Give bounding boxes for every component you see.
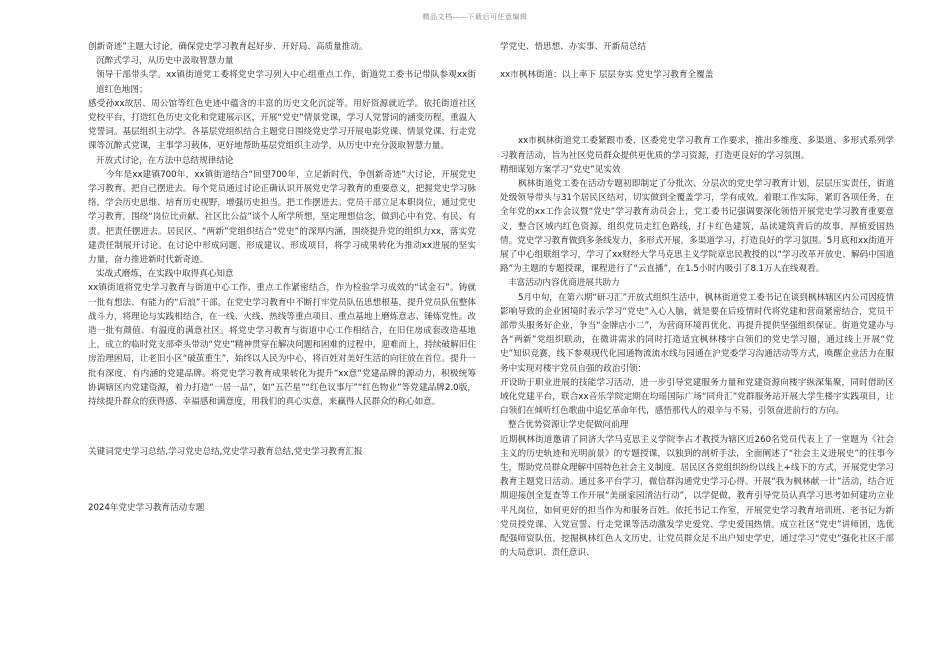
spacer (88, 409, 476, 445)
right-column (500, 40, 894, 561)
paragraph: 领导干部带头学。xx镇街道党工委将党史学习列入中心组重点工作，街道党工委书记带队参观xx街道红色地图； (96, 70, 476, 95)
spacer (500, 54, 894, 68)
paragraph: 今年是xx建镇700年，xx镇街道结合“回望700年，立足新时代，争创新奇迹”大讨论，开展党史学习教育。把自己摆进去。每个党员通过讨论正确认识开展党史学习教育的重要意义，把握党史学习脉络，学会历史思维、培育历史视野，增强历史担当。把工作摆进去。党员干部立足本职岗位，通过党史学习教育，围绕“岗位比贡献、社区比公益”谈个人所学所想，坚定理想信念，做到心中有党、有民、有责。把责任摆进去。居民区、“两新”党组织结合“党史”的深厚内涵，围绕提升党的组织力xx，落实党建责任制展开讨论。在讨论中形成问题、形成建议、形成项目，将学习成果转化为推动xx进展的坚实力量，奋力推进新时代新奇迹。 (88, 169, 476, 266)
article-title: xx市枫林街道：以上率下 层层夯实 党史学习教育全覆盖 (500, 70, 714, 81)
section-heading: 丰富活动内容优商进展共助力 (508, 278, 620, 289)
paragraph: 创新奇迹”主题大讨论，确保党史学习教育起好步、开好局、高质量推动。 (88, 42, 368, 52)
paragraph: 开设助于职业进展的技能学习活动，进一步引导党建服务力量和党建资源向楼宇纵深集聚，同时借助区域化党建平台，联合xx音乐学院定期在均瑶国际广场“同舟汇”党群服务站开展大学生楼宇实践项目，让白领们在倾听红色歌曲中追忆革命年代，感悟那代人的艰辛与不易，引领奋进前行的方向。 (500, 377, 894, 417)
paragraph: 感受孙xx故居、周公馆等红色史迹中蕴含的丰富的历史文化沉淀等。用好资源就近学。依托街道社区党校平台，打造红色历史文化和党建展示区，开展“党史”情景党课，学习人党誓词的涵变历程，重温入党誓词。基层组织主动学。各基层党组织结合主题党日围绕党史学习开展电影党课、情景党课、行走党课等沉醉式党课，主事学习载体，更好地帮助基层党组织主动学，从历史中充分汲取智慧力量。 (88, 98, 476, 152)
paragraph: xx镇街道将党史学习教育与街道中心工作、重点工作紧密结合，作为检验学习成效的“试金石”。铸就一批有想法、有能力的“后浪”干部。在党史学习教育中不断打牢党员队伍思想根基，提升党员队伍整体战斗力，将理论与实践相结合，在一线、火线、热线等重点项目、重点基地上磨炼意志、锤炼党性。改造一批有颜值、有温度的满意社区。将党史学习教育与街道中心工作相结合，在旧住房成套改造基地上，成立的临时党支部牵头带动“党史”精神贯穿在解决问题和困难的过程中，迎难而上，持续破解旧住房治理困局，让老旧小区“破茧重生”，始终以人民为中心，将百姓对美好生活的向往放在首位。提升一批有深度、有内涵的党建品牌。将党史学习教育成果转化为提升“xx意”党建品牌的源动力，积极统筹协调辖区内党建资源，着力打造“一居一品”，如“五芒星”“红色议事厅”“红色物业”等党建品牌2.0版，持续提升群众的获得感、幸福感和满意度，用我们的真心实意，来赢得人民群众的称心如意。 (88, 283, 476, 408)
section-heading: 沉醉式学习，从历史中汲取智慧力量 (96, 56, 234, 67)
special-topic-title: 2024年党史学习教育活动专题 (88, 503, 205, 514)
left-column (88, 40, 476, 516)
section-heading: 实战式磨炼，在实践中取得真心知意 (96, 269, 234, 280)
spacer (500, 82, 894, 134)
section-heading: 开放式讨论，在方法中总结规律结论 (96, 155, 234, 166)
paragraph: 近期枫林街道邀请了同济大学马克思主义学院李占才教授为辖区近260名党员代表上了一堂题为《社会主义的历史轨迹和光明前景》的专题授课，以独到的剖析手法，全面阐述了“社会主义进展史”的往事今生，帮助党员群众理解中国特色社会主义制度。居民区各党组织纷纷以线上+线下的方式，开展党史学习教育主题党日活动。通过多平台学习，微信群沟通党史学习心得。开展“我为枫林献一计”活动，结合近期迎接创全复查等工作开展“美丽家园清洁行动”，以学促做，教育引导党员认真学习思考如何建功立业平凡岗位，如何更好的担当作为和服务百姓。依托书记工作室，开展党史学习教育培训班、老书记为新党员授党课、入党宣誓、行走党课等活动激发学史爱党、学史爱国热情。成立社区“党史”讲师团，选优配强师资队伍，挖掘枫林红色人文历史，让党员群众足不出户知史学史，通过学习“党史”强化社区干部的大局意识、责任意识、 (500, 434, 894, 559)
paragraph: xx市枫林街道党工委紧跟市委、区委党史学习教育工作要求，推出多维度、多渠道、多形式系列学习教育活动，旨为社区党员群众提供更优质的学习资源，打造更良好的学习氛围。 (500, 136, 894, 161)
paragraph: 枫林街道党工委在活动专题初即制定了分批次、分层次的党史学习教育计划，层层压实责任，街道处级领导带头与31个居民区结对，切实做到全覆盖学习，学有成效。着眼工作实际，紧盯各项任务，在全年党的xx工作会议暨“党史”学习教育动员会上，党工委书记强调要深化领悟开展党史学习教育重要意义，整合区域内红色资源，组织党员走红色路线，打卡红色建筑，品读建筑背后的故事，厚植爱国热情。党史学习教育做到多条线发力，多形式开展，多渠道学习，打造良好的学习氛围。5月底和xx街道开展了中心组联组学习，学习了xx财经大学马克思主义学院章忠民教授的以“学习改革开放史、解码中国道路”为主题的专题授课，课程进行了“云直播”，在1.5小时内吸引了8.1万人在线观看。 (500, 179, 894, 275)
keywords-line: 关键词党史学习总结,学习党史总结,党史学习教育总结,党史学习教育汇报 (88, 447, 363, 458)
spacer (88, 459, 476, 501)
page-header: 精品文档——下载后可任意编辑 (422, 13, 528, 21)
section-heading: 精细谋划方案学习“党史”见实效 (500, 164, 621, 175)
section-heading: 整合优势资源让学史促做问前理 (508, 420, 629, 431)
article-subtitle: 学党史、悟思想、办实事、开新局总结 (500, 42, 647, 52)
paragraph: 5月中旬，在第六期“研习汇”开放式组织生活中，枫林街道党工委书记在谈到枫林辖区内公司因疫情影响导致的企业困境时表示学习“党史”入心入脑，就是要在后疫情时代将党建和营商紧密结合，党员干部带头服务好企业，争当“金牌店小二”，为营商环境再优化、再提升提供坚强组织保证。街道党建办与各“两新”党组织联动，在微讲需求的同时打造适宜枫林楼宇白领们的党史学习圈，通过线上开展“党史”知识竞赛，线下参观现代化园通物流流水线与园通在沪党委学习沟通活动等方式，唤醒企业活力在服务中实现对楼宇党员自强的政治引领： (500, 292, 894, 374)
